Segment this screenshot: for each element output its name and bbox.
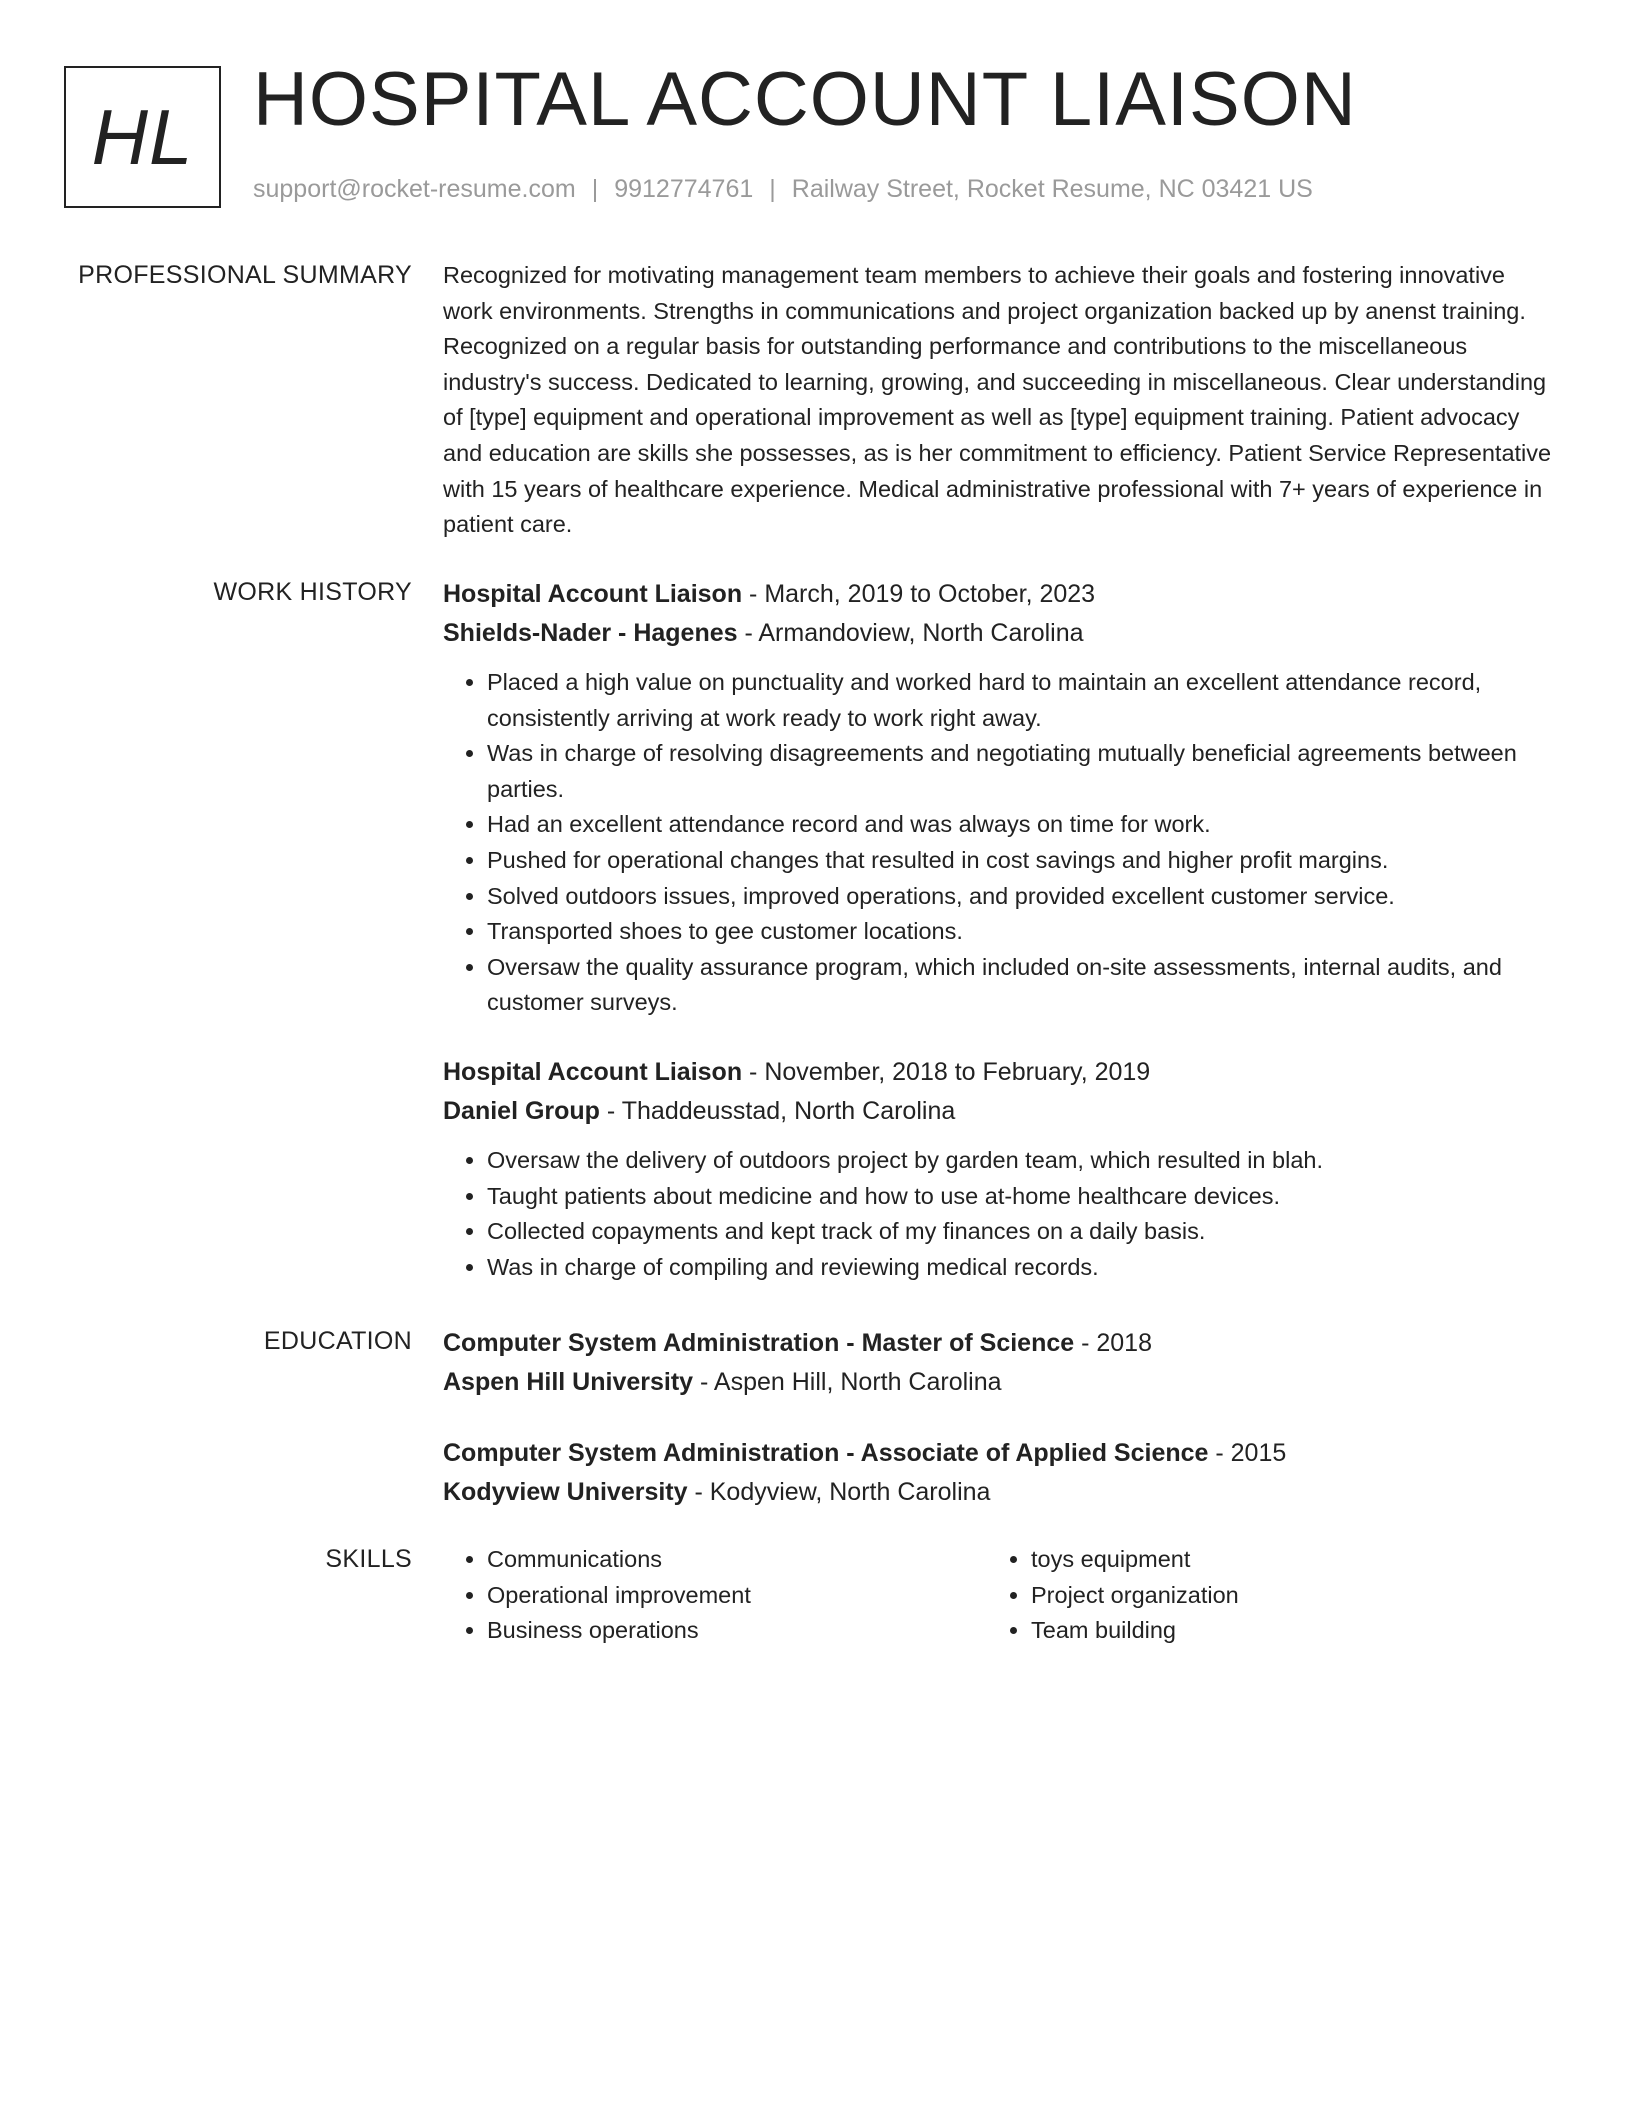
job-company-line <box>443 1092 1553 1131</box>
degree-year: - 2015 <box>1208 1439 1287 1467</box>
school-location: - Aspen Hill, North Carolina <box>693 1368 1002 1396</box>
work-history-heading: WORK HISTORY <box>213 578 412 606</box>
job-bullet: • Placed a high value on punctuality and worked hard to maintain an excellent attendance record, consistently arriving at work ready to work right away. <box>487 665 1553 736</box>
job-entry <box>443 575 1553 1021</box>
degree-line <box>443 1434 1553 1473</box>
job-bullet: • Was in charge of compiling and reviewing medical records. <box>487 1250 1553 1286</box>
school-location: - Kodyview, North Carolina <box>687 1478 991 1506</box>
skill-item: • toys equipment <box>1031 1542 1531 1578</box>
job-bullet: • Oversaw the quality assurance program, which included on-site assessments, internal audits, and customer surveys. <box>487 950 1553 1021</box>
skills-list <box>443 1542 987 1649</box>
job-bullets <box>443 1143 1553 1285</box>
contact-phone: 9912774761 <box>614 175 754 203</box>
work-history-body <box>443 575 1553 1285</box>
monogram-box <box>64 66 221 208</box>
job-bullets <box>443 665 1553 1021</box>
school-line <box>443 1363 1553 1402</box>
contact-address: Railway Street, Rocket Resume, NC 03421 US <box>791 175 1313 203</box>
job-entry <box>443 1053 1553 1285</box>
school-name: Aspen Hill University <box>443 1368 694 1396</box>
school-name: Kodyview University <box>443 1478 688 1506</box>
job-bullet: • Was in charge of resolving disagreements and negotiating mutually beneficial agreements between parties. <box>487 736 1553 807</box>
contact-separator: | <box>769 175 776 203</box>
skills-columns <box>443 1542 1553 1649</box>
job-bullet: • Transported shoes to gee customer locations. <box>487 914 1553 950</box>
education-entry <box>443 1434 1553 1512</box>
job-title-line <box>443 1053 1553 1092</box>
education-entry <box>443 1324 1553 1402</box>
resume-title: HOSPITAL ACCOUNT LIAISON <box>253 57 1357 142</box>
job-title-line <box>443 575 1553 614</box>
job-bullet: • Pushed for operational changes that resulted in cost savings and higher profit margins. <box>487 843 1553 879</box>
degree-name: Computer System Administration - Master of Science <box>443 1329 1075 1357</box>
skill-item: • Business operations <box>487 1613 987 1649</box>
summary-text: Recognized for motivating management team members to achieve their goals and fostering innovative work environments. Strengths in communications and project organization backed up by anenst training. Recognized on a regular basis for outstanding performance and contributions to the miscellaneous industry's success. Dedicated to learning, growing, and succeeding in miscellaneous. Clear understanding of [type] equipment and operational improvement as well as [type] equipment training. Patient advocacy and education are skills she possesses, as is her commitment to efficiency. Patient Service Representative with 15 years of healthcare experience. Medical administrative professional with 7+ years of experience in patient care. <box>443 262 1552 538</box>
contact-separator: | <box>591 175 599 203</box>
skill-item: • Project organization <box>1031 1578 1531 1614</box>
degree-year: - 2018 <box>1074 1329 1152 1357</box>
job-title: Hospital Account Liaison <box>443 580 743 608</box>
contact-line <box>253 174 1313 204</box>
skills-body <box>443 1542 1553 1649</box>
skills-column-left <box>443 1542 987 1649</box>
job-company: Shields-Nader - Hagenes <box>443 619 738 647</box>
degree-name: Computer System Administration - Associate of Applied Science <box>443 1439 1209 1467</box>
job-bullet: • Collected copayments and kept track of my finances on a daily basis. <box>487 1214 1553 1250</box>
skill-item: • Operational improvement <box>487 1578 987 1614</box>
job-bullet: • Oversaw the delivery of outdoors project by garden team, which resulted in blah. <box>487 1143 1553 1179</box>
job-dates: - November, 2018 to February, 2019 <box>742 1057 1151 1086</box>
school-line <box>443 1473 1553 1512</box>
education-body <box>443 1324 1553 1512</box>
job-location: - Armandoview, North Carolina <box>737 619 1084 647</box>
skills-heading: SKILLS <box>325 1545 412 1573</box>
skills-column-right <box>987 1542 1531 1649</box>
degree-line <box>443 1324 1553 1363</box>
job-location: - Thaddeusstad, North Carolina <box>599 1096 956 1125</box>
job-bullet: • Solved outdoors issues, improved operations, and provided excellent customer service. <box>487 879 1553 915</box>
job-title: Hospital Account Liaison <box>443 1057 743 1086</box>
job-dates: - March, 2019 to October, 2023 <box>742 580 1096 608</box>
summary-body <box>443 258 1553 543</box>
contact-email: support@rocket-resume.com <box>253 175 576 203</box>
education-heading: EDUCATION <box>263 1327 412 1355</box>
skills-list <box>987 1542 1531 1649</box>
skill-item: • Communications <box>487 1542 987 1578</box>
job-company-line <box>443 614 1553 653</box>
summary-heading: PROFESSIONAL SUMMARY <box>78 261 412 289</box>
skill-item: • Team building <box>1031 1613 1531 1649</box>
job-bullet: • Taught patients about medicine and how to use at-home healthcare devices. <box>487 1179 1553 1215</box>
job-bullet: • Had an excellent attendance record and was always on time for work. <box>487 807 1553 843</box>
job-company: Daniel Group <box>443 1096 600 1125</box>
monogram-initials: HL <box>91 93 194 181</box>
